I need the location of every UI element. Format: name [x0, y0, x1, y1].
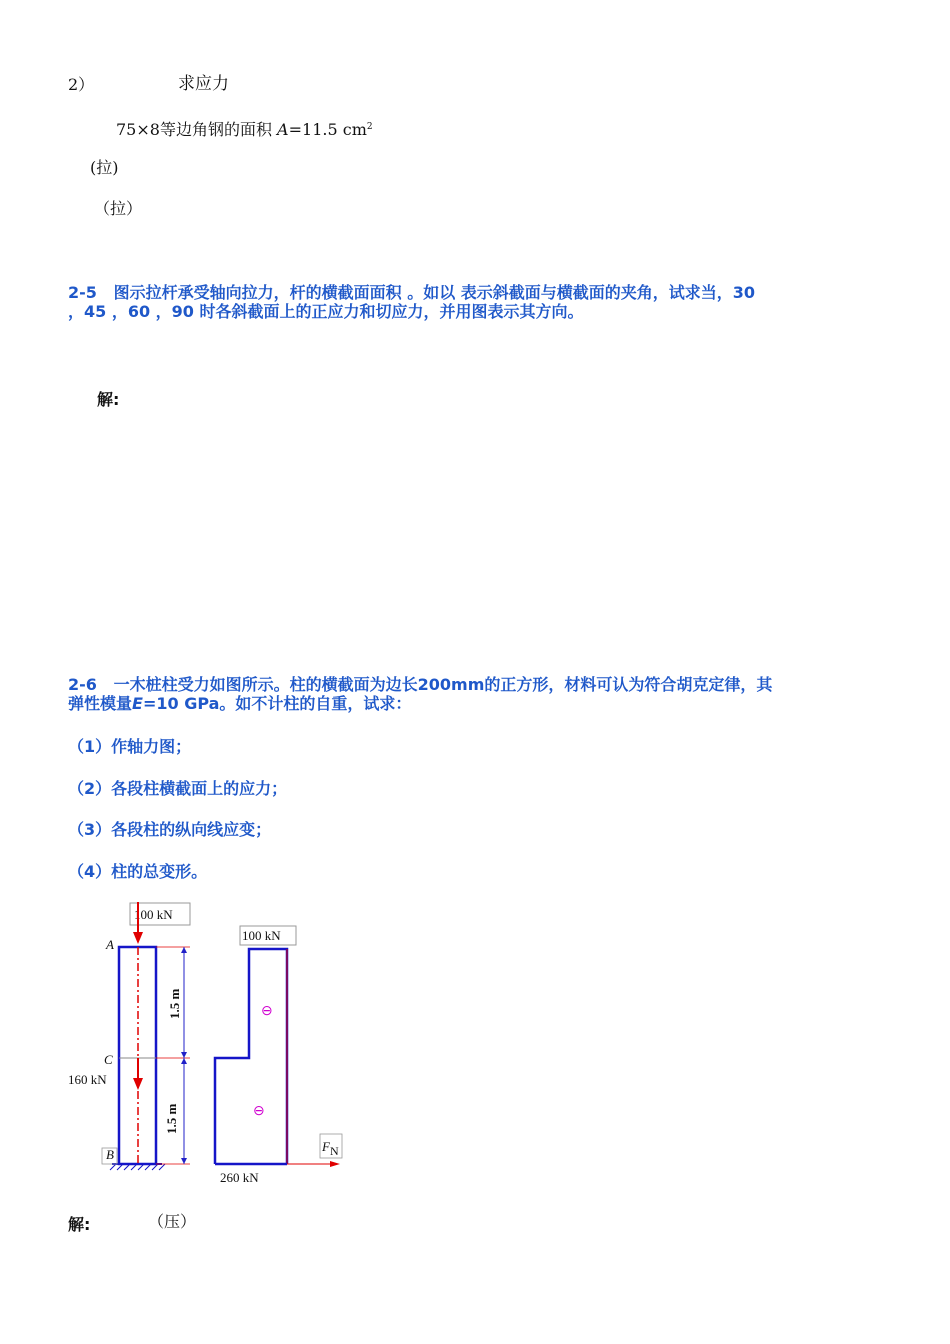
- dim-upper-label: 1.5 m: [167, 988, 182, 1019]
- sign-upper: ⊖: [261, 1004, 273, 1019]
- dim-lower-label: 1.5 m: [164, 1103, 179, 1134]
- task-item-3: （3）各段柱的纵向线应变；: [68, 820, 272, 839]
- point-c-label: C: [104, 1052, 113, 1067]
- step-number: 2）: [68, 75, 95, 94]
- problem-2-6-line2-rest: =10 GPa。如不计柱的自重，试求：: [142, 694, 412, 713]
- problem-2-6-line2-prefix: 弹性模量: [68, 694, 133, 713]
- mid-load-arrowhead: [133, 1078, 143, 1090]
- solution-label-2-6: 解:: [68, 1215, 91, 1234]
- problem-2-6-text: [68, 675, 888, 713]
- sign-lower: ⊖: [253, 1104, 265, 1119]
- top-load-label: 100 kN: [134, 907, 173, 922]
- problem-2-5-text: [68, 283, 888, 321]
- problem-2-6-line1: 一木桩柱受力如图所示。柱的横截面为边长200mm的正方形，材料可认为符合胡克定律，其: [113, 675, 773, 694]
- solution-label-2-5: 解:: [97, 390, 120, 409]
- task-item-1: （1）作轴力图；: [68, 737, 192, 756]
- task-item-4: （4）柱的总变形。: [68, 862, 208, 881]
- area-line-prefix: 75×8等边角钢的面积: [116, 120, 272, 139]
- area-line: [116, 117, 373, 140]
- area-sup: 2: [366, 122, 373, 132]
- fn-sub: N: [329, 1144, 339, 1158]
- tension-note-2: （拉）: [94, 199, 143, 218]
- point-b-label: B: [106, 1147, 114, 1162]
- fn-var: F: [322, 1139, 330, 1154]
- problem-2-5-line1: 图示拉杆承受轴向拉力，杆的横截面面积 。如以 表示斜截面与横截面的夹角，试求当，30: [113, 283, 756, 302]
- tension-note-1: (拉): [90, 158, 119, 177]
- axial-axis-arrowhead: [330, 1161, 340, 1167]
- area-var: A: [277, 120, 289, 139]
- axial-force-outline: [215, 949, 287, 1164]
- point-a-label: A: [106, 937, 114, 952]
- step-title: 求应力: [178, 74, 229, 94]
- problem-2-5-line2: ，45 ，60 ，90 时各斜截面上的正应力和切应力，并用图表示其方向。: [68, 302, 584, 321]
- area-value: =11.5 cm: [288, 120, 367, 139]
- problem-2-6-number: 2-6: [68, 675, 97, 694]
- mid-load-label: 160 kN: [68, 1072, 107, 1087]
- problem-2-5-number: 2-5: [68, 283, 97, 302]
- column-figure: [60, 898, 360, 1193]
- axial-top-label: 100 kN: [242, 928, 281, 943]
- axial-bottom-label: 260 kN: [220, 1170, 259, 1185]
- top-load-arrowhead: [133, 932, 143, 944]
- compression-note: （压）: [148, 1212, 197, 1231]
- modulus-var: E: [132, 694, 143, 713]
- task-item-2: （2）各段柱横截面上的应力；: [68, 779, 288, 798]
